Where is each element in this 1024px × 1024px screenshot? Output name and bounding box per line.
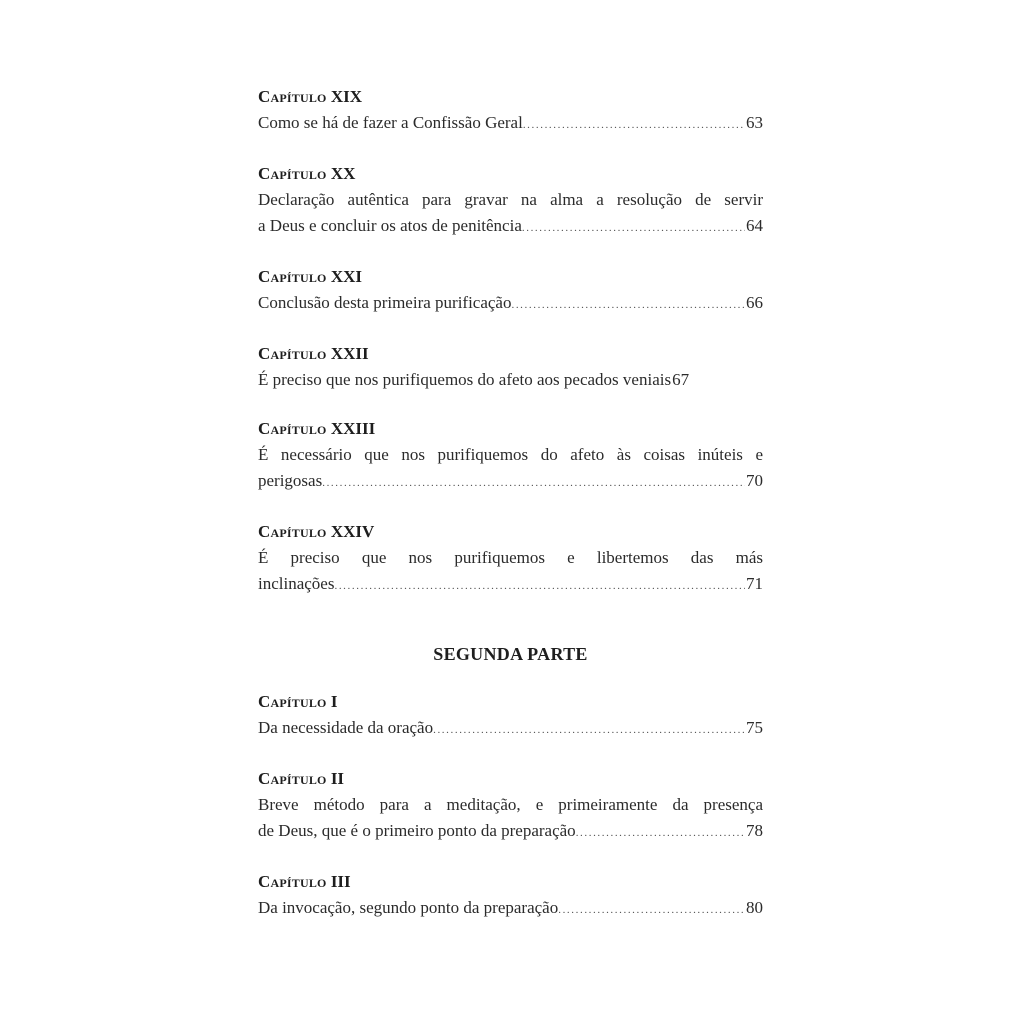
chapter-title-text: de Deus, que é o primeiro ponto da preparação <box>258 821 576 840</box>
chapter-title-text: Da necessidade da oração <box>258 718 434 737</box>
dot-leader <box>433 717 745 743</box>
chapter-title-last-line <box>258 110 763 138</box>
chapter-heading <box>258 766 763 792</box>
chapter-heading <box>258 869 763 895</box>
chapter-title-line: É preciso que nos purifiquemos e libertemos das más <box>258 548 763 567</box>
page-number: 67 <box>672 370 690 389</box>
chapter-heading <box>258 161 763 187</box>
chapter-number: XX <box>330 164 356 183</box>
chapter-number: I <box>330 692 338 711</box>
chapter-heading <box>258 519 763 545</box>
chapter-title-text: É preciso que nos purifiquemos do afeto aos pecados veniais <box>258 370 672 389</box>
part-title: SEGUNDA PARTE <box>433 644 588 664</box>
part-one-entries <box>258 84 763 599</box>
dot-leader <box>558 897 745 923</box>
chapter-heading <box>258 264 763 290</box>
chapter-label: Capítulo <box>258 769 327 788</box>
chapter-label: Capítulo <box>258 872 327 891</box>
chapter-title-text: a Deus e concluir os atos de penitência <box>258 216 522 235</box>
chapter-title-last-line <box>258 367 763 393</box>
chapter-number: II <box>330 769 345 788</box>
chapter-title-text: inclinações <box>258 574 335 593</box>
chapter-heading <box>258 84 763 110</box>
chapter-title-last-line <box>258 213 763 241</box>
page-number: 71 <box>746 574 763 593</box>
page-number: 75 <box>746 718 763 737</box>
page-number: 66 <box>746 293 763 312</box>
chapter-title-text: Conclusão desta primeira purificação <box>258 293 512 312</box>
dot-leader <box>511 292 745 318</box>
table-of-contents <box>258 84 763 946</box>
toc-entry[interactable] <box>258 161 763 241</box>
page-number: 78 <box>746 821 763 840</box>
chapter-label: Capítulo <box>258 87 327 106</box>
chapter-title-last-line <box>258 895 763 923</box>
chapter-title-text: Da invocação, segundo ponto da preparação <box>258 898 559 917</box>
chapter-title-line: Breve método para a meditação, e primeiramente da presença <box>258 795 763 814</box>
chapter-title-last-line <box>258 468 763 496</box>
chapter-number: XIX <box>330 87 362 106</box>
toc-entry[interactable] <box>258 264 763 318</box>
dot-leader <box>523 112 745 138</box>
chapter-label: Capítulo <box>258 522 327 541</box>
page-number: 63 <box>746 113 763 132</box>
chapter-title-last-line <box>258 715 763 743</box>
chapter-label: Capítulo <box>258 164 327 183</box>
page-number: 70 <box>746 471 763 490</box>
page-number: 80 <box>746 898 763 917</box>
part-two-entries <box>258 689 763 923</box>
chapter-number: III <box>330 872 351 891</box>
dot-leader <box>334 573 745 599</box>
toc-entry[interactable] <box>258 416 763 496</box>
chapter-heading <box>258 341 763 367</box>
dot-leader <box>322 470 745 496</box>
chapter-label: Capítulo <box>258 344 327 363</box>
chapter-title-last-line <box>258 290 763 318</box>
chapter-number: XXII <box>330 344 369 363</box>
chapter-title-last-line <box>258 571 763 599</box>
page-number: 64 <box>746 216 763 235</box>
dot-leader <box>576 820 745 846</box>
chapter-title-line: Declaração autêntica para gravar na alma a resolução de servir <box>258 190 763 209</box>
chapter-label: Capítulo <box>258 267 327 286</box>
chapter-heading <box>258 689 763 715</box>
chapter-label: Capítulo <box>258 692 327 711</box>
chapter-heading <box>258 416 763 442</box>
chapter-number: XXIV <box>330 522 375 541</box>
chapter-number: XXIII <box>330 419 376 438</box>
chapter-title-line: É necessário que nos purifiquemos do afeto às coisas inúteis e <box>258 445 763 464</box>
toc-entry[interactable] <box>258 869 763 923</box>
toc-entry[interactable] <box>258 519 763 599</box>
toc-entry[interactable] <box>258 341 763 393</box>
chapter-title-text: perigosas <box>258 471 323 490</box>
chapter-title-text: Como se há de fazer a Confissão Geral <box>258 113 523 132</box>
toc-entry[interactable] <box>258 84 763 138</box>
chapter-number: XXI <box>330 267 362 286</box>
chapter-label: Capítulo <box>258 419 327 438</box>
chapter-title-last-line <box>258 818 763 846</box>
toc-entry[interactable] <box>258 766 763 846</box>
dot-leader <box>522 215 745 241</box>
toc-entry[interactable] <box>258 689 763 743</box>
